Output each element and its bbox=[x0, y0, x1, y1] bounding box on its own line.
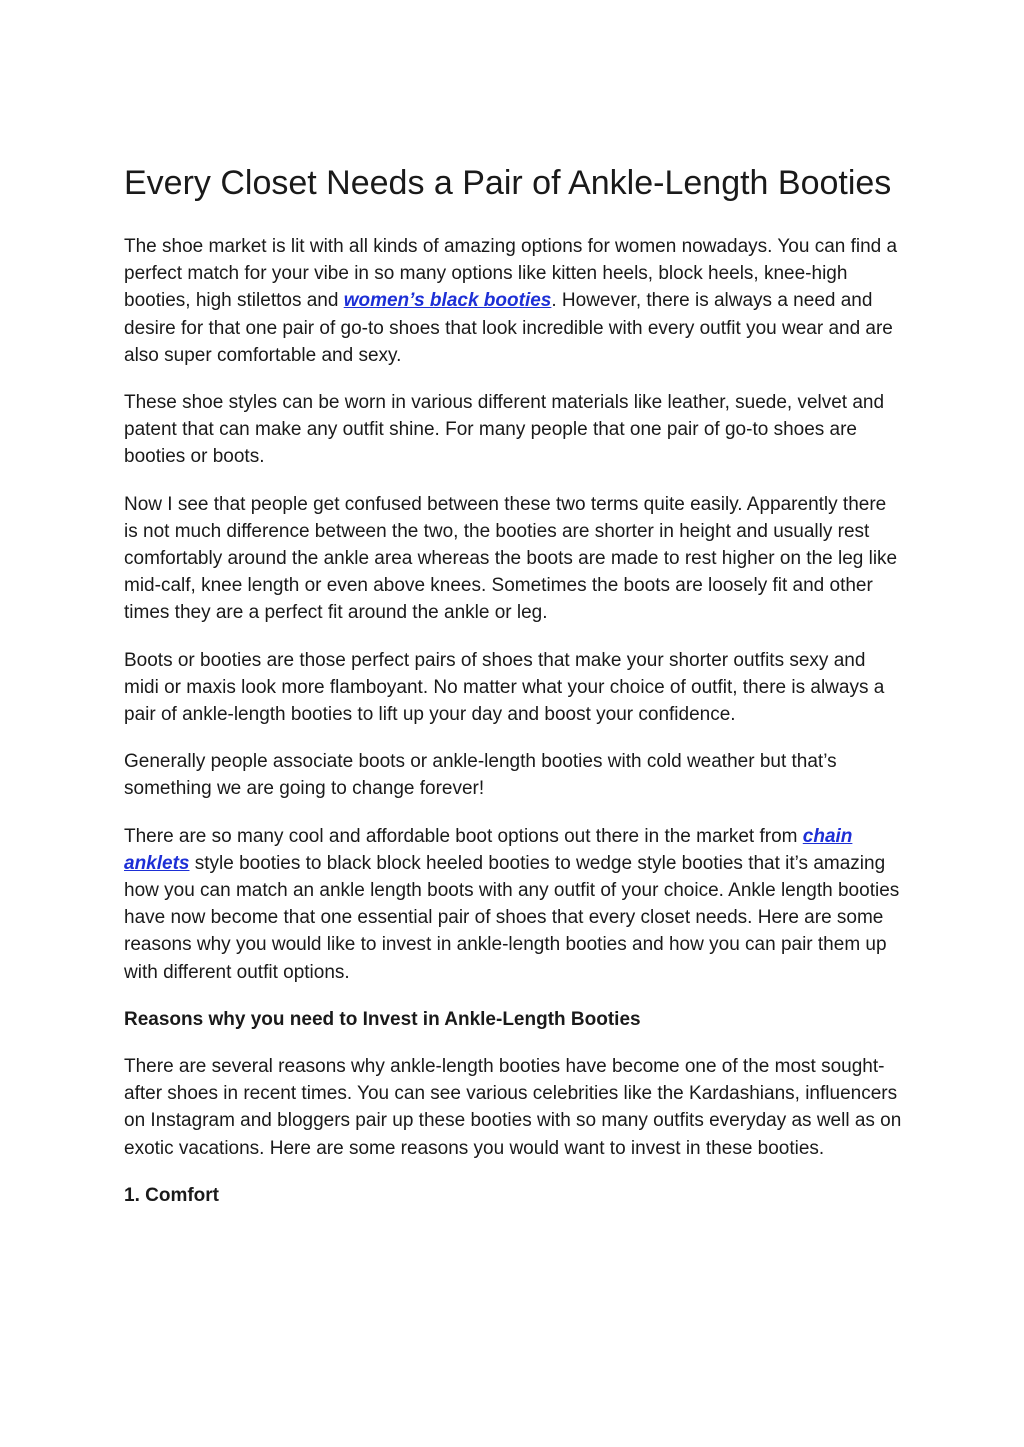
chain-anklets-link[interactable]: chain anklets bbox=[124, 825, 853, 874]
intro-text-before: The shoe market is lit with all kinds of amazing options for women nowadays. You can find a perfect match for your vibe in so many options like kitten heels, block heels, knee-high booties, high stilettos and bbox=[124, 236, 898, 312]
paragraph-intro bbox=[124, 233, 904, 369]
paragraph-options bbox=[124, 823, 904, 986]
paragraph-boots-vs-booties: Now I see that people get confused between these two terms quite easily. Apparently there is not much difference between the two, the booties are shorter in height and usually rest comfortably around the ankle area whereas the boots are made to rest higher on the leg like mid-calf, knee length or even above knees. Sometimes the boots are loosely fit and other times they are a perfect fit around the ankle or leg. bbox=[124, 493, 898, 624]
page-title: Every Closet Needs a Pair of Ankle-Length Booties bbox=[124, 164, 892, 202]
options-text-before: There are so many cool and affordable boot options out there in the market from bbox=[124, 825, 803, 847]
paragraph-perfect-pairs: Boots or booties are those perfect pairs of shoes that make your shorter outfits sexy and midi or maxis look more flamboyant. No matter what your choice of outfit, there is always a pair of ankle-length booties to lift up your day and boost your confidence. bbox=[124, 649, 885, 726]
section-subheading: Reasons why you need to Invest in Ankle-Length Booties bbox=[124, 1008, 641, 1030]
document-page bbox=[124, 160, 904, 1229]
paragraph-cold-weather: Generally people associate boots or ankle-length booties with cold weather but that’s something we are going to change forever! bbox=[124, 751, 837, 800]
intro-text-after: . However, there is always a need and desire for that one pair of go-to shoes that look incredible with every outfit you wear and are also super comfortable and sexy. bbox=[124, 290, 893, 366]
womens-black-booties-link[interactable]: women’s black booties bbox=[343, 290, 552, 312]
section-comfort-heading: 1. Comfort bbox=[124, 1184, 219, 1206]
options-text-after: style booties to black block heeled booties to wedge style booties that it’s amazing how you can match an ankle length boots with any outfit of your choice. Ankle length booties have now become that one essential pair of shoes that every closet needs. Here are some reasons why you would like to invest in ankle-length booties and how you can pair them up with different outfit options. bbox=[124, 852, 900, 983]
paragraph-materials: These shoe styles can be worn in various different materials like leather, suede, velvet and patent that can make any outfit shine. For many people that one pair of go-to shoes are booties or boots. bbox=[124, 392, 885, 468]
paragraph-reasons: There are several reasons why ankle-length booties have become one of the most sought-after shoes in recent times. You can see various celebrities like the Kardashians, influencers on Instagram and bloggers pair up these booties with so many outfits everyday as well as on exotic vacations. Here are some reasons you would want to invest in these booties. bbox=[124, 1056, 902, 1159]
